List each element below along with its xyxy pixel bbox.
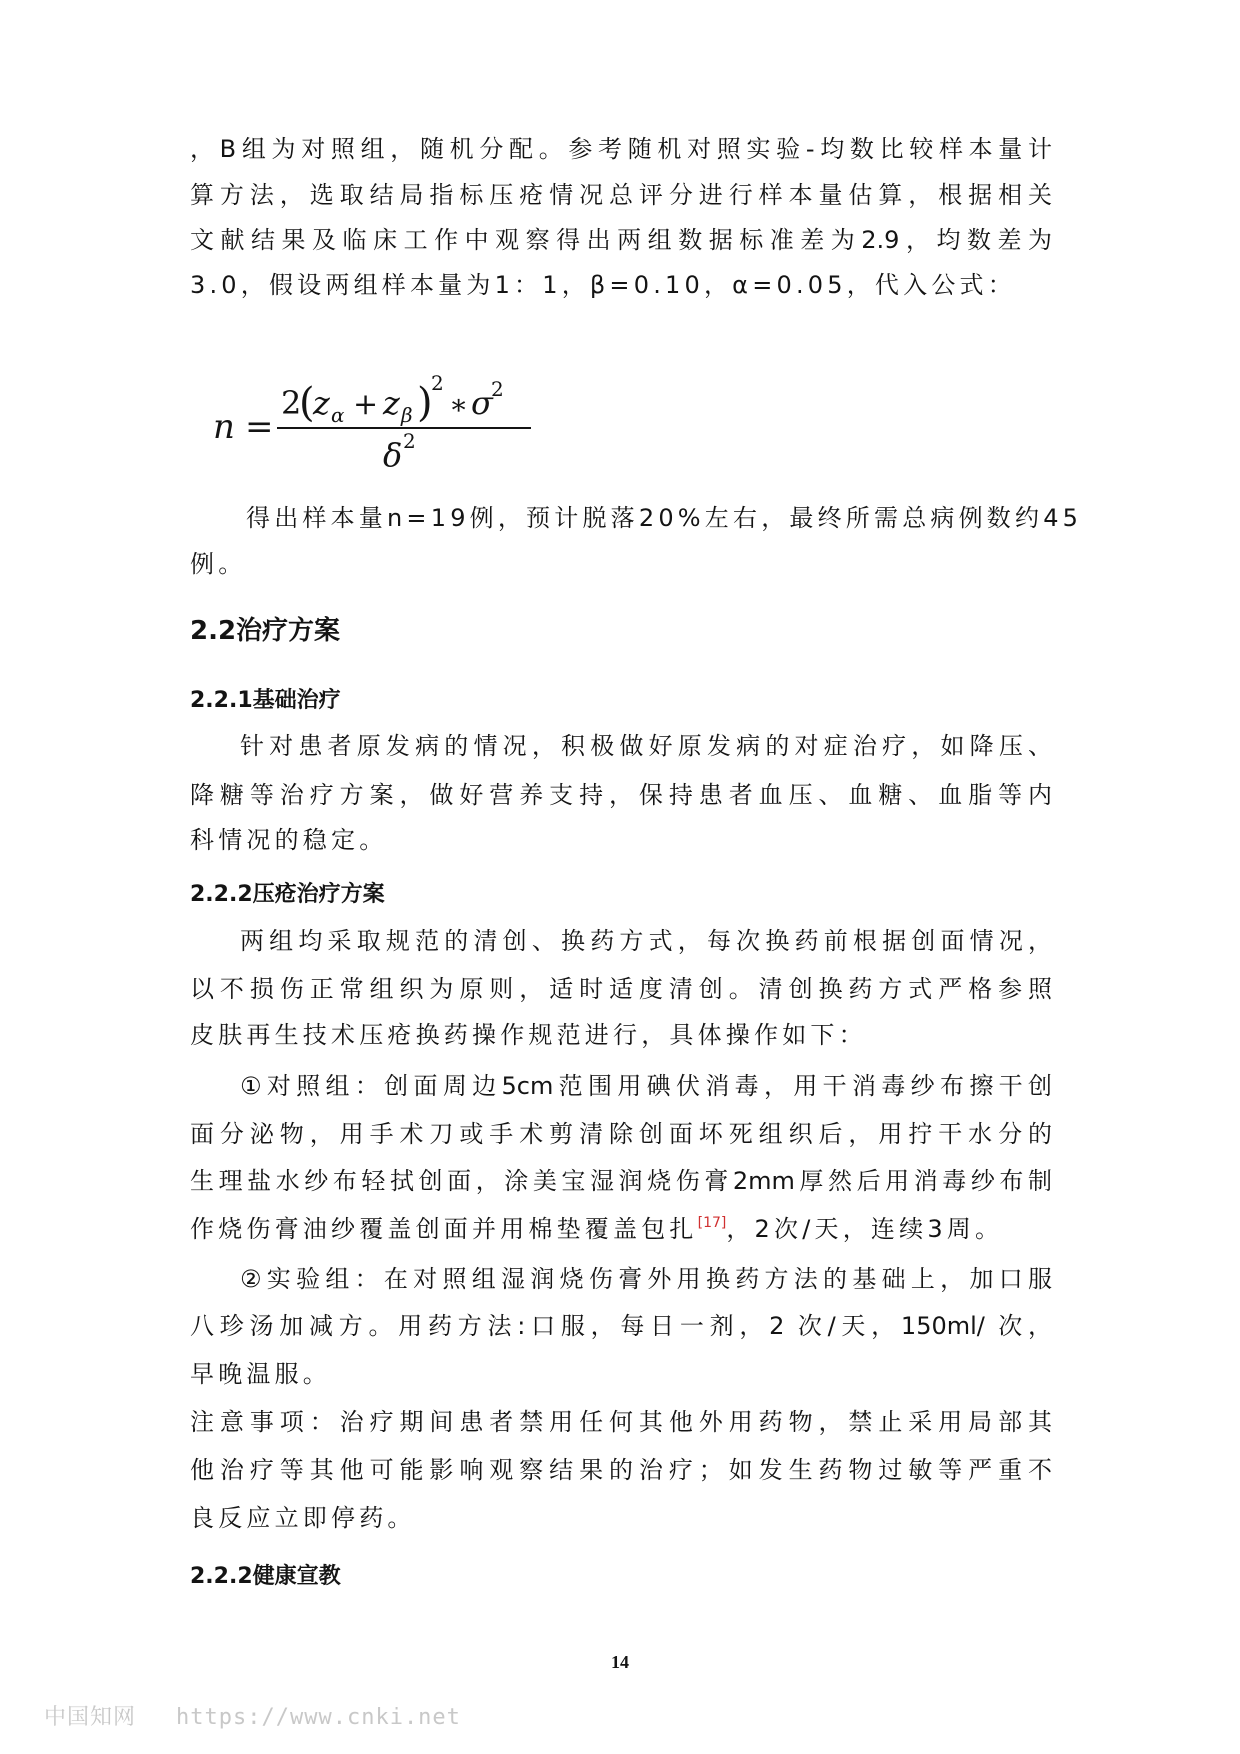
watermark-brand: 中国知网: [44, 1705, 137, 1730]
text-line: 以不损伤正常组织为原则，适时适度清创。清创换药方式严格参照: [190, 975, 1052, 1003]
formula-graphic: [205, 368, 545, 478]
text-line: 科情况的稳定。: [190, 826, 388, 854]
subsection-heading: 2.2.2压疮治疗方案: [190, 882, 385, 907]
text-line: ①对照组：创面周边5cm范围用碘伏消毒，用干消毒纱布擦干创: [240, 1072, 1052, 1100]
page-number: 14: [611, 1652, 629, 1672]
formula-coef: 2: [281, 384, 302, 422]
formula-sigma: σ: [471, 384, 493, 422]
text-segment: ，2次/天，连续3周。: [726, 1215, 1004, 1243]
formula-plus: +: [353, 387, 379, 422]
formula-beta: β: [401, 403, 413, 427]
formula-lparen: (: [299, 380, 315, 426]
text-line-with-reference: [190, 1214, 1052, 1244]
text-line: 早晚温服。: [190, 1360, 331, 1388]
watermark-url: https://www.cnki.net: [176, 1705, 461, 1730]
text-line: 降糖等治疗方案，做好营养支持，保持患者血压、血糖、血脂等内: [190, 781, 1052, 809]
formula-z-alpha: z: [313, 384, 330, 422]
text-line: 皮肤再生技术压疮换药操作规范进行，具体操作如下：: [190, 1021, 867, 1049]
formula-exp: 2: [431, 371, 444, 395]
text-line: 针对患者原发病的情况，积极做好原发病的对症治疗，如降压、: [240, 732, 1052, 760]
formula-delta-exp: 2: [403, 429, 416, 453]
text-line: 文献结果及临床工作中观察得出两组数据标准差为2.9，均数差为: [190, 226, 1052, 254]
formula-delta: δ: [383, 436, 403, 474]
formula-rparen: ): [417, 380, 433, 426]
text-line: 注意事项：治疗期间患者禁用任何其他外用药物，禁止采用局部其: [190, 1408, 1052, 1436]
text-line: 生理盐水纱布轻拭创面，涂美宝湿润烧伤膏2mm厚然后用消毒纱布制: [190, 1167, 1052, 1195]
formula-alpha: α: [331, 403, 345, 427]
text-line: 两组均采取规范的清创、换药方式，每次换药前根据创面情况，: [240, 927, 1052, 955]
text-line: 面分泌物，用手术刀或手术剪清除创面坏死组织后，用拧干水分的: [190, 1120, 1052, 1148]
text-line: 算方法，选取结局指标压疮情况总评分进行样本量估算，根据相关: [190, 181, 1052, 209]
cnki-watermark: [44, 1700, 461, 1731]
formula-equals: =: [245, 407, 274, 447]
text-line: ，B组为对照组，随机分配。参考随机对照实验-均数比较样本量计: [190, 135, 1052, 163]
text-line: 良反应立即停药。: [190, 1504, 416, 1532]
text-line: 他治疗等其他可能影响观察结果的治疗；如发生药物过敏等严重不: [190, 1456, 1052, 1484]
text-line: 3.0，假设两组样本量为1：1，β=0.10，α=0.05，代入公式：: [190, 271, 1016, 299]
text-line: 得出样本量n=19例，预计脱落20%左右，最终所需总病例数约45: [246, 504, 1083, 532]
text-segment: 作烧伤膏油纱覆盖创面并用棉垫覆盖包扎: [190, 1215, 698, 1243]
text-line: 八珍汤加减方。用药方法:口服，每日一剂，2 次/天，150ml/ 次，: [190, 1312, 1052, 1340]
reference-link[interactable]: [17]: [697, 1215, 727, 1231]
formula-sigma-exp: 2: [491, 377, 504, 401]
sample-size-formula: [205, 368, 545, 478]
subsection-heading: 2.2.2健康宣教: [190, 1564, 341, 1589]
formula-lhs: n: [213, 407, 235, 447]
subsection-heading: 2.2.1基础治疗: [190, 688, 341, 713]
section-heading: 2.2治疗方案: [190, 616, 341, 646]
text-line: 例。: [190, 550, 247, 578]
text-line: ②实验组：在对照组湿润烧伤膏外用换药方法的基础上，加口服: [240, 1265, 1052, 1293]
formula-times: ∗: [449, 388, 469, 421]
formula-z-beta: z: [383, 384, 400, 422]
